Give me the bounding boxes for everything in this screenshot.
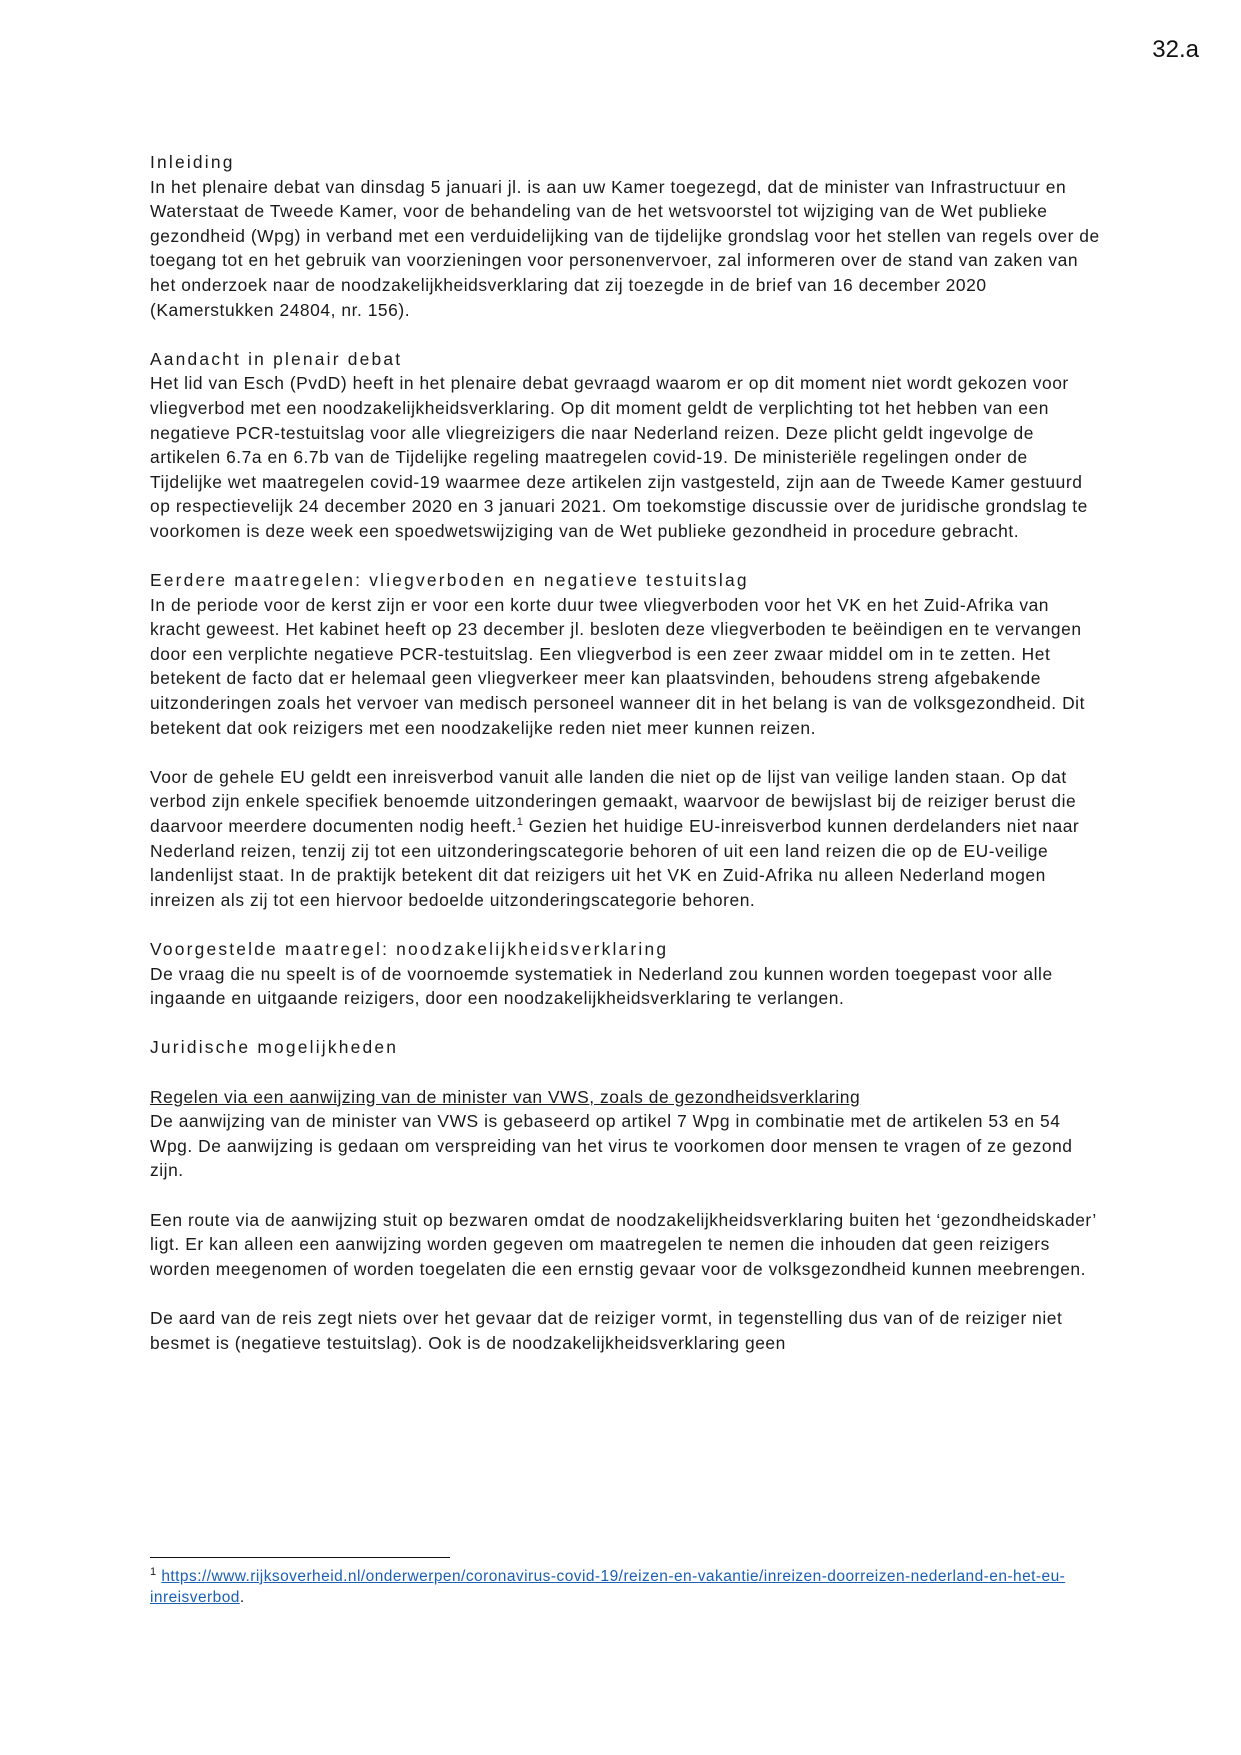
- footnote-link[interactable]: https://www.rijksoverheid.nl/onderwerpen/coronavirus-covid-19/reizen-en-vakantie/inreizen-doorreizen-nederland-en-het-eu-inreisverbod: [150, 1568, 1066, 1606]
- section-voorgestelde-maatregel: [150, 937, 1100, 1011]
- paragraph-eu-inreisverbod: [150, 765, 1100, 913]
- footnote-trailing: .: [239, 1589, 245, 1606]
- section-inleiding: [150, 150, 1100, 322]
- section-juridische-mogelijkheden: [150, 1035, 1100, 1355]
- paragraph: In het plenaire debat van dinsdag 5 januari jl. is aan uw Kamer toegezegd, dat de minister van Infrastructuur en Waterstaat de Tweede Kamer, voor de behandeling van de het wetsvoorstel tot wijziging van de Wet publieke gezondheid (Wpg) in verband met een verduidelijking van de tijdelijke grondslag voor het stellen van regels over de toegang tot en het gebruik van voorzieningen voor personenvervoer, zal informeren over de stand van zaken van het onderzoek naar de noodzakelijkheidsverklaring dat zij toezegde in de brief van 16 december 2020 (Kamerstukken 24804, nr. 156).: [150, 176, 1100, 320]
- paragraph: In de periode voor de kerst zijn er voor een korte duur twee vliegverboden voor het VK en het Zuid-Afrika van kracht geweest. Het kabinet heeft op 23 december jl. besloten deze vliegverboden te beëindigen en te vervangen door een verplichte negatieve PCR-testuitslag. Een vliegverbod is een zeer zwaar middel om in te zetten. Het betekent de facto dat er helemaal geen vliegverkeer meer kan plaatsvinden, behoudens streng afgebakende uitzonderingen zoals het vervoer van medisch personeel wanneer dit in het belang is van de volksgezondheid. Dit betekent dat ook reizigers met een noodzakelijke reden niet meer kunnen reizen.: [150, 594, 1085, 738]
- footnote-reference[interactable]: 1: [516, 816, 524, 829]
- paragraph: De aanwijzing van de minister van VWS is gebaseerd op artikel 7 Wpg in combinatie met de artikelen 53 en 54 Wpg. De aanwijzing is gedaan om verspreiding van het virus te voorkomen door mensen te vragen of ze gezond zijn.: [150, 1111, 1073, 1181]
- document-body: [150, 150, 1100, 1355]
- page-number: 32.a: [1152, 36, 1199, 63]
- paragraph-text: Gezien het huidige EU-inreisverbod kunnen derdelanders niet naar Nederland reizen, tenzij zij tot een uitzonderingscategorie behoren of uit een land reizen die op de EU-veilige landenlijst staat. In de praktijk betekent dit dat reizigers uit het VK en Zuid-Afrika nu alleen Nederland mogen inreizen als zij tot een hiervoor bedoelde uitzonderingscategorie behoren.: [150, 816, 1080, 910]
- section-heading: Voorgestelde maatregel: noodzakelijkheidsverklaring: [150, 939, 669, 959]
- paragraph: De aard van de reis zegt niets over het gevaar dat de reiziger vormt, in tegenstelling dus van of de reiziger niet besmet is (negatieve testuitslag). Ook is de noodzakelijkheidsverklaring geen: [150, 1307, 1063, 1353]
- section-heading: Inleiding: [150, 152, 235, 172]
- footnote: [150, 1566, 1110, 1608]
- section-heading: Juridische mogelijkheden: [150, 1037, 399, 1058]
- subsection-heading: Regelen via een aanwijzing van de minister van VWS, zoals de gezondheidsverklaring: [150, 1086, 861, 1107]
- paragraph-text: Voor de gehele EU geldt een inreisverbod vanuit alle landen die niet op de lijst van veilige landen staan. Op dat verbod zijn enkele specifiek benoemde uitzonderingen gemaakt, waarvoor de bewijslast bij de reiziger berust die daarvoor meerdere documenten nodig heeft.: [150, 766, 1077, 837]
- section-aandacht: [150, 347, 1100, 544]
- section-heading: Eerdere maatregelen: vliegverboden en negatieve testuitslag: [150, 570, 749, 591]
- footnote-number: 1: [150, 1565, 157, 1578]
- section-eerdere-maatregelen: [150, 568, 1100, 912]
- paragraph: De vraag die nu speelt is of de voornoemde systematiek in Nederland zou kunnen worden toegepast voor alle ingaande en uitgaande reizigers, door een noodzakelijkheidsverklaring te verlangen.: [150, 963, 1053, 1009]
- section-heading: Aandacht in plenair debat: [150, 348, 403, 369]
- paragraph: Het lid van Esch (PvdD) heeft in het plenaire debat gevraagd waarom er op dit moment niet wordt gekozen voor vliegverbod met een noodzakelijkheidsverklaring. Op dit moment geldt de verplichting tot het hebben van een negatieve PCR-testuitslag voor alle vliegreizigers die naar Nederland reizen. Deze plicht geldt ingevolge de artikelen 6.7a en 6.7b van de Tijdelijke regeling maatregelen covid-19. De ministeriële regelingen onder de Tijdelijke wet maatregelen covid-19 waarmee deze artikelen zijn vastgesteld, zijn aan de Tweede Kamer gestuurd op respectievelijk 24 december 2020 en 3 januari 2021. Om toekomstige discussie over de juridische grondslag te voorkomen is deze week een spoedwetswijziging van de Wet publieke gezondheid in procedure gebracht.: [150, 373, 1088, 541]
- footnote-divider: [150, 1557, 450, 1558]
- paragraph: Een route via de aanwijzing stuit op bezwaren omdat de noodzakelijkheidsverklaring buiten het ‘gezondheidskader’ ligt. Er kan alleen een aanwijzing worden gegeven om maatregelen te nemen die inhouden dat geen reizigers worden meegenomen of worden toegelaten die een ernstig gevaar voor de volksgezondheid kunnen meebrengen.: [150, 1209, 1097, 1279]
